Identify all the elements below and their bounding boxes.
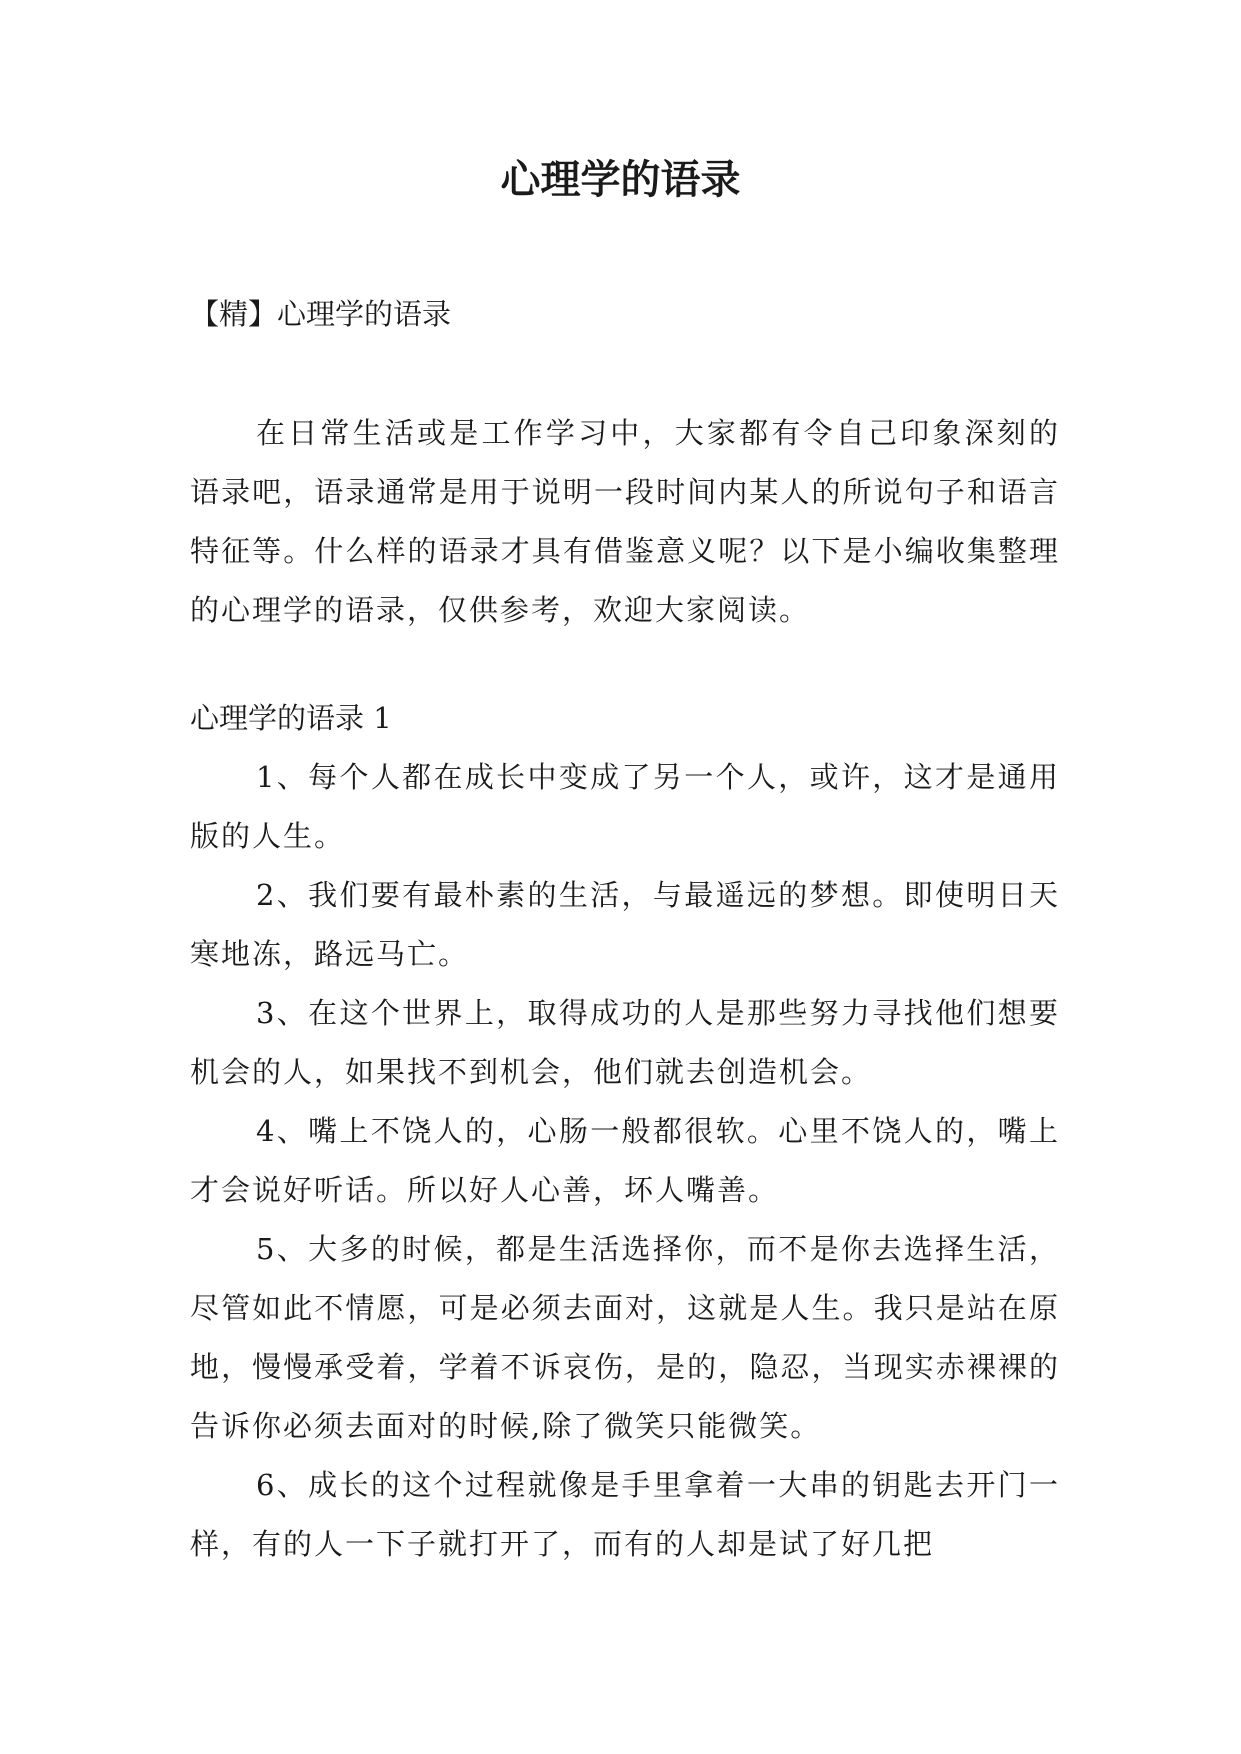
- section-heading: 心理学的语录 1: [190, 701, 392, 735]
- document-title: 心理学的语录: [500, 156, 741, 203]
- document-subtitle: 【精】心理学的语录: [190, 297, 452, 331]
- quote-item: 6、成长的这个过程就像是手里拿着一大串的钥匙去开门一样，有的人一下子就打开了，而有的人却是试了好几把: [190, 1468, 1060, 1561]
- quote-item: 5、大多的时候，都是生活选择你，而不是你去选择生活，尽管如此不情愿，可是必须去面对，这就是人生。我只是站在原地，慢慢承受着，学着不诉哀伤，是的，隐忍，当现实赤裸裸的告诉你必须去面对的时候,除了微笑只能微笑。: [190, 1232, 1060, 1443]
- quote-item: 4、嘴上不饶人的，心肠一般都很软。心里不饶人的，嘴上才会说好听话。所以好人心善，坏人嘴善。: [190, 1114, 1060, 1207]
- quote-item: 2、我们要有最朴素的生活，与最遥远的梦想。即使明日天寒地冻，路远马亡。: [190, 878, 1060, 971]
- intro-paragraph: 在日常生活或是工作学习中，大家都有令自己印象深刻的语录吧，语录通常是用于说明一段时间内某人的所说句子和语言特征等。什么样的语录才具有借鉴意义呢？以下是小编收集整理的心理学的语录，仅供参考，欢迎大家阅读。: [190, 416, 1060, 627]
- quote-item: 3、在这个世界上，取得成功的人是那些努力寻找他们想要机会的人，如果找不到机会，他们就去创造机会。: [190, 996, 1060, 1089]
- quote-list: [190, 748, 1060, 1574]
- quote-item: 1、每个人都在成长中变成了另一个人，或许，这才是通用版的人生。: [190, 760, 1060, 853]
